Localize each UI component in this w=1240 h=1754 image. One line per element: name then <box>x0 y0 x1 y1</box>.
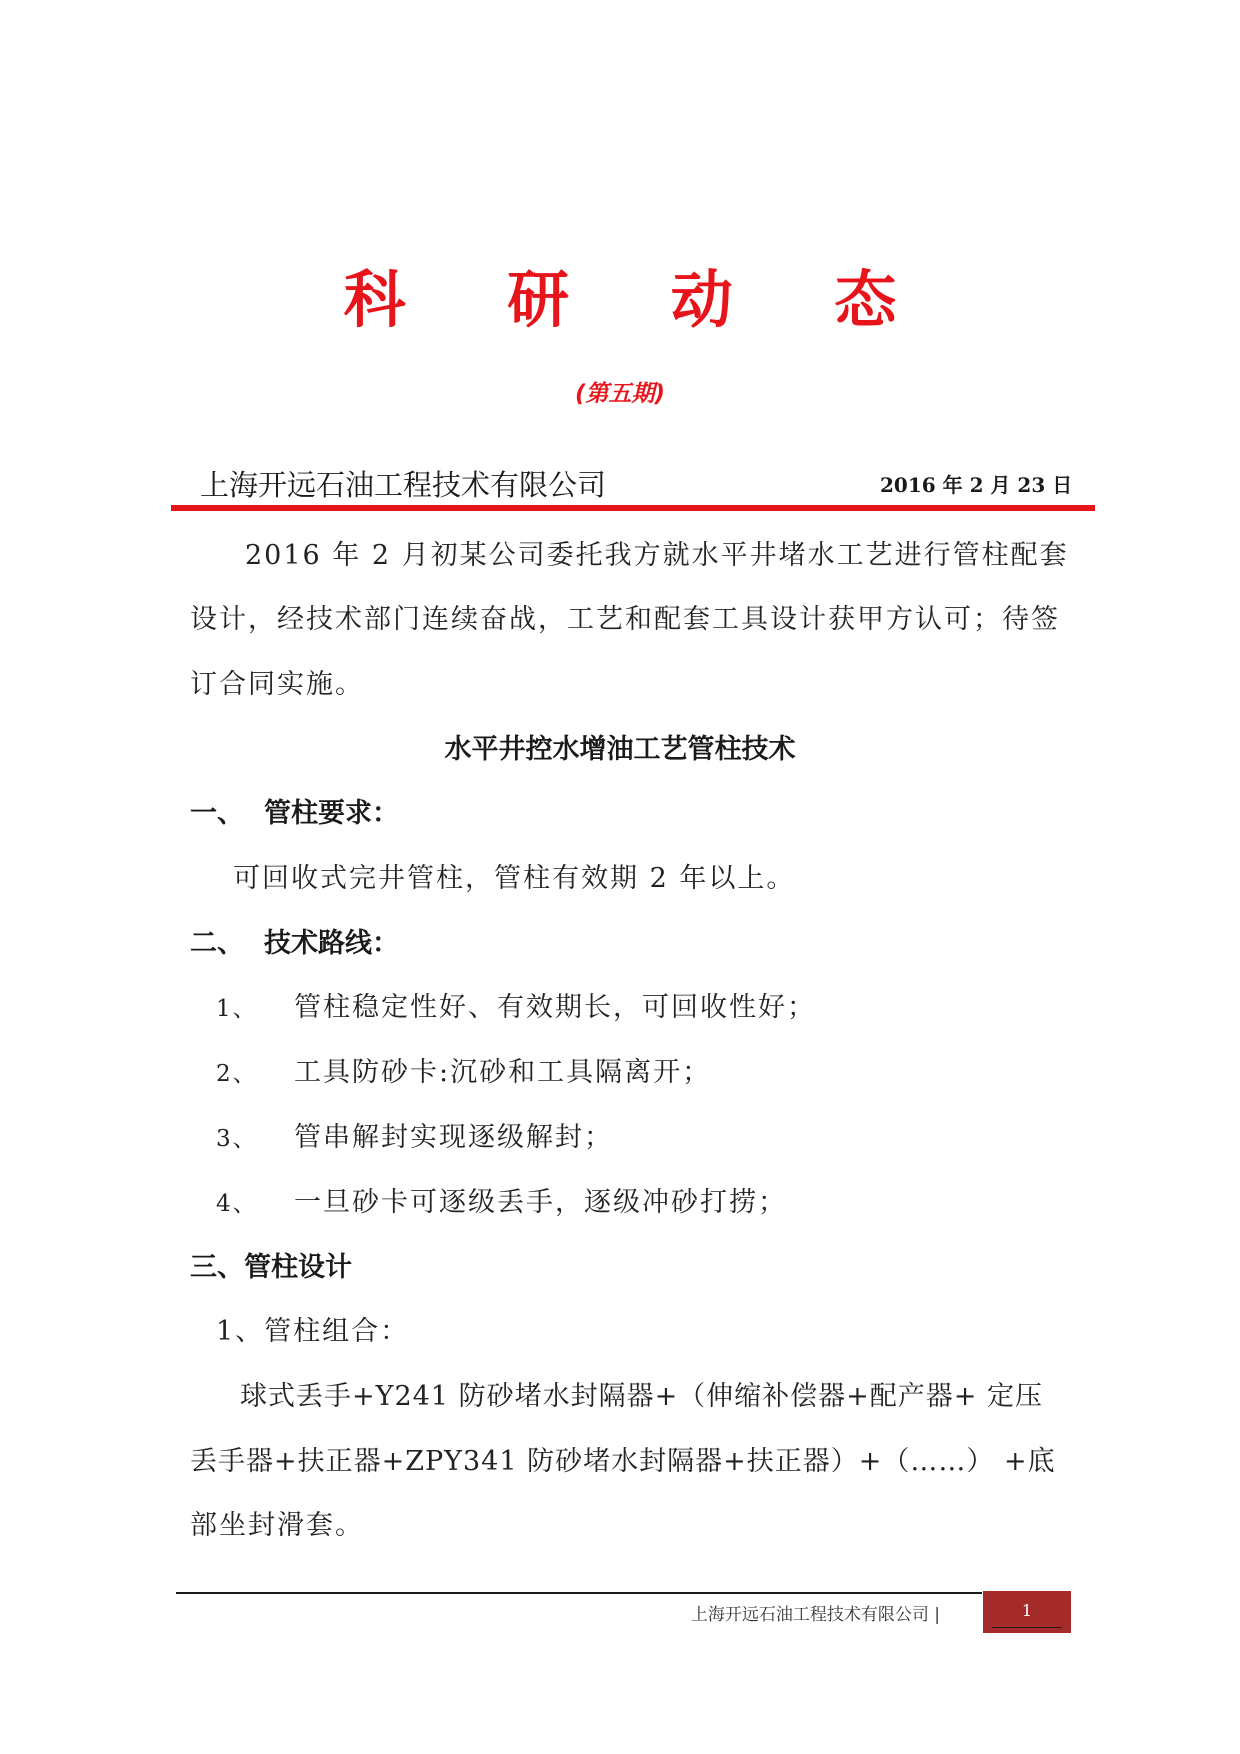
footer-divider <box>176 1592 982 1594</box>
intro-line-2: 设计，经技术部门连续奋战，工艺和配套工具设计获甲方认可；待签 <box>190 604 1060 635</box>
section-3-subtitle: 1、管柱组合： <box>216 1316 410 1347</box>
list-item <box>216 1180 787 1219</box>
footer-company: 上海开远石油工程技术有限公司 | <box>690 1605 940 1625</box>
section-3-line-3: 部坐封滑套。 <box>190 1510 364 1541</box>
section-1-title: 管柱要求： <box>264 798 399 829</box>
list-item-number: 1、 <box>216 996 258 1022</box>
masthead-title: 科 研 动 态 <box>343 263 937 336</box>
list-item <box>216 1115 613 1154</box>
section-2-number: 二、 <box>190 928 244 959</box>
section-1-number: 一、 <box>190 798 244 829</box>
header-divider <box>171 505 1095 511</box>
section-1-heading <box>190 791 399 830</box>
issue-number: (第五期) <box>574 381 666 407</box>
list-item-number: 3、 <box>216 1126 258 1152</box>
list-item <box>216 985 816 1024</box>
intro-line-3: 订合同实施。 <box>190 669 364 700</box>
section-2-title: 技术路线： <box>264 928 399 959</box>
list-item-text: 工具防砂卡:沉砂和工具隔离开； <box>294 1057 712 1088</box>
list-item-text: 管串解封实现逐级解封； <box>294 1122 613 1153</box>
intro-line-1: 2016 年 2 月初某公司委托我方就水平井堵水工艺进行管柱配套 <box>245 540 1069 571</box>
section-2-heading <box>190 921 399 960</box>
page-number: 1 <box>1021 1601 1033 1620</box>
list-item-text: 管柱稳定性好、有效期长，可回收性好； <box>294 992 816 1023</box>
section-3-line-1: 球式丢手+Y241 防砂堵水封隔器+（伸缩补偿器+配产器+ 定压 <box>240 1381 1044 1412</box>
section-3-line-2: 丢手器+扶正器+ZPY341 防砂堵水封隔器+扶正器）+（……） +底 <box>190 1446 1056 1477</box>
list-item <box>216 1050 711 1089</box>
list-item-number: 2、 <box>216 1061 258 1087</box>
list-item-number: 4、 <box>216 1191 258 1217</box>
list-item-text: 一旦砂卡可逐级丢手，逐级冲砂打捞； <box>294 1187 787 1218</box>
section-3-heading: 三、管柱设计 <box>190 1252 352 1283</box>
header-company: 上海开远石油工程技术有限公司 <box>200 468 607 502</box>
header-date: 2016 年 2 月 23 日 <box>880 473 1073 497</box>
article-title: 水平井控水增油工艺管柱技术 <box>444 734 796 765</box>
page-number-underline <box>992 1627 1062 1628</box>
section-1-text: 可回收式完井管柱，管柱有效期 2 年以上。 <box>233 863 796 894</box>
